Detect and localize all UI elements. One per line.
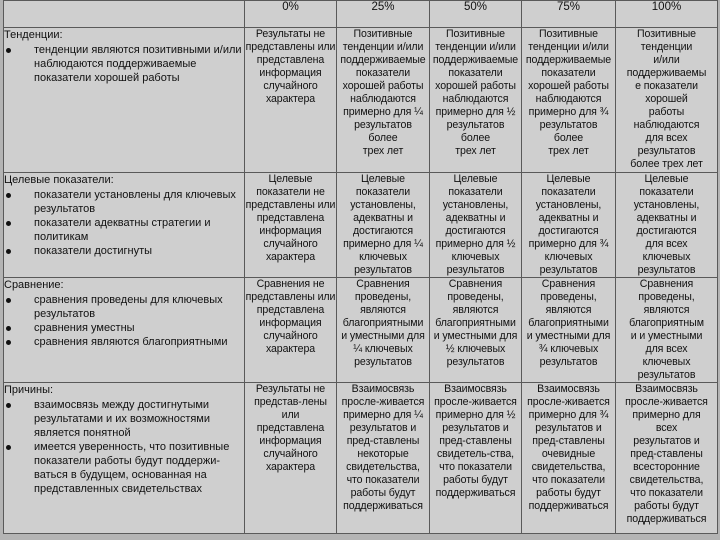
bullet-text: сравнения проведены для ключевых результатов (34, 294, 223, 320)
level-cell-50: Позитивные тенденции и/или поддерживаемые показатели хорошей работы наблюдаются примерно для ½ результатов более трех лет (430, 28, 522, 173)
bullet-item (4, 188, 244, 216)
level-cell-75: Целевые показатели установлены, адекватны и достигаются примерно для ¾ ключевых результатов (522, 173, 616, 278)
table-row (4, 173, 718, 278)
bullet-dot-icon (6, 445, 11, 450)
level-cell-50: Целевые показатели установлены, адекватны и достигаются примерно для ½ ключевых результатов (430, 173, 522, 278)
bullet-dot-icon (6, 403, 11, 408)
bullet-item (4, 293, 244, 321)
bullet-dot-icon (6, 340, 11, 345)
table-row (4, 383, 718, 534)
level-cell-50: Взаимосвязь просле-живается примерно для ½ результатов и пред-ставлены свидетель-ства, что показатели работы будут поддерживаться (430, 383, 522, 534)
bullet-item (4, 335, 244, 349)
criterion-bullets (4, 398, 244, 496)
bullet-text: взаимосвязь между достигнутыми результатами и их возможностями является понятной (34, 399, 211, 439)
bullet-dot-icon (6, 48, 11, 53)
bullet-item (4, 43, 244, 85)
header-row (4, 1, 718, 28)
level-cell-0: Целевые показатели не представлены или представлена информация случайного характера (245, 173, 337, 278)
bullet-text: сравнения являются благоприятными (34, 336, 228, 348)
level-header-50: 50% (430, 1, 522, 28)
bullet-text: имеется уверенность, что позитивные показатели работы будут поддержи-ваться в будущем, основанная на представленных свидетельствах (34, 441, 230, 495)
bullet-item (4, 216, 244, 244)
bullet-dot-icon (6, 298, 11, 303)
bullet-dot-icon (6, 221, 11, 226)
level-cell-0: Сравнения не представлены или представлена информация случайного характера (245, 278, 337, 383)
level-header-0: 0% (245, 1, 337, 28)
bullet-item (4, 244, 244, 258)
level-cell-0: Результаты не представлены или представлена информация случайного характера (245, 28, 337, 173)
level-header-100: 100% (616, 1, 718, 28)
level-header-75: 75% (522, 1, 616, 28)
criterion-bullets (4, 293, 244, 349)
level-cell-25: Сравнения проведены, являются благоприятными и уместными для ¼ ключевых результатов (337, 278, 430, 383)
criterion-cell (4, 28, 245, 173)
criterion-title: Целевые показатели: (4, 174, 114, 186)
table-row (4, 28, 718, 173)
criterion-bullets (4, 188, 244, 258)
bullet-dot-icon (6, 326, 11, 331)
criterion-title: Тенденции: (4, 29, 63, 41)
level-header-25: 25% (337, 1, 430, 28)
criterion-cell (4, 383, 245, 534)
level-cell-100: Целевые показатели установлены, адекватны и достигаются для всех ключевых результатов (616, 173, 718, 278)
bullet-text: сравнения уместны (34, 322, 135, 334)
bullet-dot-icon (6, 193, 11, 198)
bullet-item (4, 321, 244, 335)
level-cell-0: Результаты не представ-лены или представлена информация случайного характера (245, 383, 337, 534)
level-cell-75: Сравнения проведены, являются благоприятными и уместными для ¾ ключевых результатов (522, 278, 616, 383)
bullet-text: тенденции являются позитивными и/или наблюдаются поддерживаемые показатели хорошей работы (34, 44, 242, 84)
bullet-text: показатели достигнуты (34, 245, 153, 257)
criteria-header-cell (4, 1, 245, 28)
criterion-cell (4, 173, 245, 278)
criterion-title: Сравнение: (4, 279, 64, 291)
bullet-dot-icon (6, 249, 11, 254)
criterion-title: Причины: (4, 384, 54, 396)
level-cell-50: Сравнения проведены, являются благоприятными и уместными для ½ ключевых результатов (430, 278, 522, 383)
level-cell-75: Позитивные тенденции и/или поддерживаемые показатели хорошей работы наблюдаются примерно для ¾ результатов более трех лет (522, 28, 616, 173)
bullet-item (4, 398, 244, 440)
level-cell-25: Целевые показатели установлены, адекватны и достигаются примерно для ¼ ключевых результатов (337, 173, 430, 278)
level-cell-100: Позитивные тенденции и/или поддерживаемы е показатели хорошей работы наблюдаются для всех результатов более трех лет (616, 28, 718, 173)
level-cell-100: Сравнения проведены, являются благоприятным и и уместными для всех ключевых результатов (616, 278, 718, 383)
bullet-item (4, 440, 244, 496)
level-cell-100: Взаимосвязь просле-живается примерно для всех результатов и пред-ставлены всесторонние свидетельства, что показатели работы будут поддерживаться (616, 383, 718, 534)
criterion-bullets (4, 43, 244, 85)
bullet-text: показатели адекватны стратегии и политикам (34, 217, 211, 243)
level-cell-25: Позитивные тенденции и/или поддерживаемые показатели хорошей работы наблюдаются примерно для ¼ результатов более трех лет (337, 28, 430, 173)
level-cell-25: Взаимосвязь просле-живается примерно для ¼ результатов и пред-ставлены некоторые свидетельства, что показатели работы будут поддерживаться (337, 383, 430, 534)
scoring-rubric-table (3, 0, 718, 534)
bullet-text: показатели установлены для ключевых результатов (34, 189, 236, 215)
criterion-cell (4, 278, 245, 383)
level-cell-75: Взаимосвязь просле-живается примерно для ¾ результатов и пред-ставлены очевидные свидетельства, что показатели работы будут поддерживаться (522, 383, 616, 534)
table-row (4, 278, 718, 383)
